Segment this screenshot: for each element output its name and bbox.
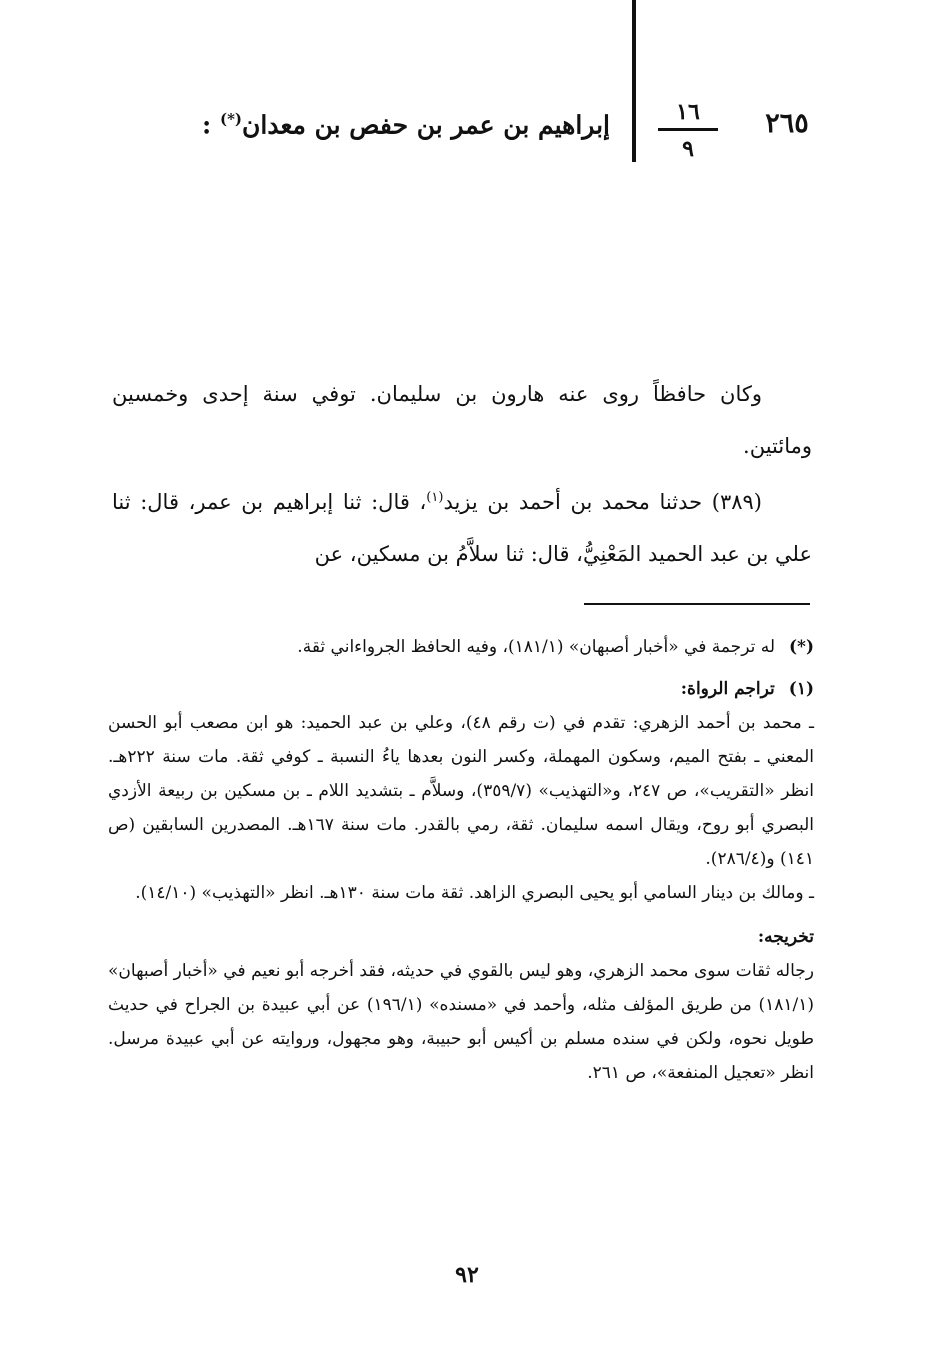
footnote-star-text: له ترجمة في «أخبار أصبهان» (١٨١/١)، وفيه الحافظ الجرواءاني ثقة. (297, 637, 776, 657)
header-vertical-rule (632, 0, 636, 162)
takhrij-heading: تخريجه: (757, 927, 814, 947)
paragraph-2-start: (٣٨٩) حدثنا محمد بن أحمد بن يزيد (443, 490, 762, 514)
footnote-separator (584, 603, 810, 605)
narrator-biographies (108, 706, 814, 910)
fraction-bar (658, 128, 718, 131)
footnote-ref-1: (١) (426, 490, 444, 505)
footnotes (108, 630, 814, 1098)
footnote-one-mark: (١) (788, 679, 814, 699)
entry-number: ٢٦٥ (765, 108, 809, 139)
footnote-one-heading: تراجم الرواة: (680, 679, 775, 699)
paragraph-2 (112, 472, 812, 580)
entry-heading (140, 110, 610, 139)
footnote-star (108, 630, 814, 664)
entry-title-mark: (*) (219, 110, 243, 128)
main-text (112, 368, 812, 580)
entry-title-colon: : (202, 110, 212, 140)
takhrij-text: رجاله ثقات سوى محمد الزهري، وهو ليس بالقوي في حديثه، فقد أخرجه أبو نعيم في «أخبار أصبهان» (١٨١/١) من طريق المؤلف مثله، وأحمد في «مسنده» (١٩٦/١) عن أبي عبيدة بن الجراح في حديث طويل نحوه، ولكن في سنده مسلم بن أكيس أبو حبيبة، وهو مجهول، وروايته عن أبي عبيدة مرسل. انظر «تعجيل المنفعة»، ص ٢٦١. (108, 961, 814, 1083)
volume-page-fraction (658, 98, 718, 161)
narrators-entry-1: ـ محمد بن أحمد الزهري: تقدم في (ت رقم ٤٨)، وعلي بن عبد الحميد: هو ابن مصعب أبو الحسن المعني ـ بفتح الميم، وسكون المهملة، وكسر النون بعدها ياءُ النسبة ـ كوفي ثقة. مات سنة ٢٢٢هـ. انظر «التقريب»، ص ٢٤٧، و«التهذيب» (٣٥٩/٧)، وسلاَّم ـ بتشديد اللام ـ بن مسكين بن ربيعة الأزدي البصري أبو روح، ويقال اسمه سليمان. ثقة، رمي بالقدر. مات سنة ١٦٧هـ. المصدرين السابقين (ص ١٤١) و(٢٨٦/٤). (108, 713, 815, 869)
narrators-entry-2: ـ ومالك بن دينار السامي أبو يحيى البصري الزاهد. ثقة مات سنة ١٣٠هـ. انظر «التهذيب» (١٤/١٠). (135, 883, 814, 903)
footnote-one (108, 672, 814, 1090)
page-number: ٩٢ (455, 1262, 479, 1288)
fraction-denominator: ٩ (682, 136, 694, 162)
fraction-numerator: ١٦ (676, 99, 700, 125)
entry-title: إبراهيم بن عمر بن حفص بن معدان (242, 110, 610, 140)
paragraph-2-rest: ، قال: ثنا إبراهيم بن عمر، قال: ثنا علي بن عبد الحميد المَعْنِيُّ، قال: ثنا سلاَّمُ بن مسكين، عن (112, 490, 812, 566)
paragraph-1: وكان حافظاً روى عنه هارون بن سليمان. توفي سنة إحدى وخمسين ومائتين. (112, 382, 812, 458)
footnote-star-mark: (*) (789, 637, 814, 657)
